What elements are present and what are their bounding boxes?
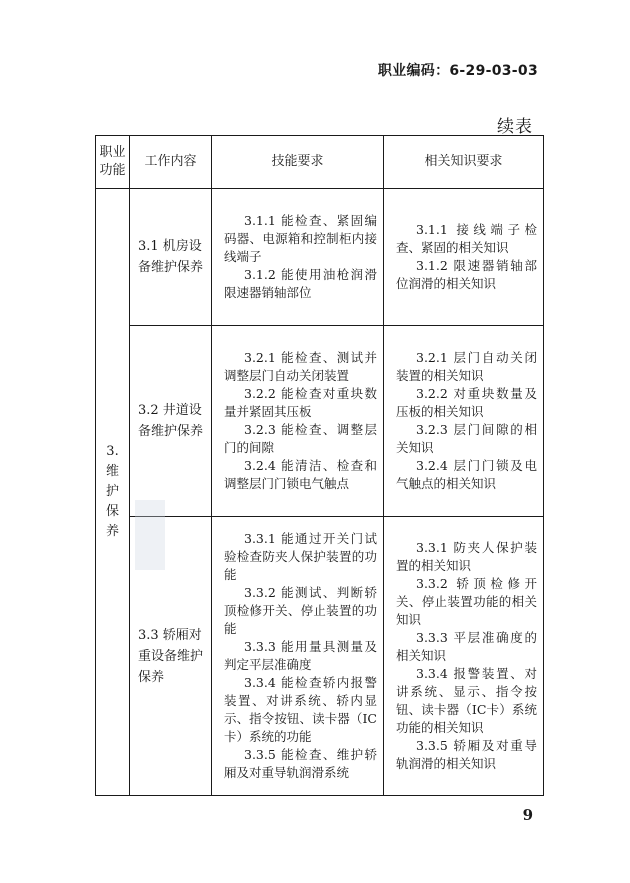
header-skills: 技能要求 <box>212 136 384 189</box>
table-row <box>96 326 544 517</box>
page-number: 9 <box>522 806 533 824</box>
skills-table <box>95 135 544 796</box>
skill-item: 3.3.5 能检查、维护轿厢及对重导轨润滑系统 <box>224 747 377 780</box>
knowledge-cell <box>384 189 544 326</box>
knowledge-cell <box>384 326 544 517</box>
table-header-row <box>96 136 544 189</box>
function-cell: 3. 维护保养 <box>96 189 130 796</box>
table-row <box>96 189 544 326</box>
work-content-cell: 3.1 机房设备维护保养 <box>130 189 212 326</box>
knowledge-item: 3.2.3 层门间隙的相关知识 <box>396 422 537 455</box>
knowledge-item: 3.2.2 对重块数量及压板的相关知识 <box>396 386 537 419</box>
watermark-logo <box>135 500 165 570</box>
occupation-code: 职业编码：6-29-03-03 <box>377 63 538 79</box>
continued-label: 续表 <box>497 117 533 137</box>
header-function: 职业功能 <box>96 136 130 189</box>
header-work: 工作内容 <box>130 136 212 189</box>
skill-item: 3.2.3 能检查、调整层门的间隙 <box>224 422 377 455</box>
skill-item: 3.2.1 能检查、测试并调整层门自动关闭装置 <box>224 350 377 383</box>
knowledge-item: 3.3.4 报警装置、对讲系统、显示、指令按钮、读卡器（IC卡）系统功能的相关知识 <box>396 666 537 735</box>
skill-item: 3.2.2 能检查对重块数量并紧固其压板 <box>224 386 377 419</box>
knowledge-item: 3.1.2 限速器销轴部位润滑的相关知识 <box>396 258 537 291</box>
knowledge-item: 3.1.1 接线端子检查、紧固的相关知识 <box>396 222 537 255</box>
knowledge-item: 3.3.2 轿顶检修开关、停止装置功能的相关知识 <box>396 576 537 627</box>
work-content-cell: 3.2 井道设备维护保养 <box>130 326 212 517</box>
knowledge-item: 3.2.4 层门门锁及电气触点的相关知识 <box>396 458 537 491</box>
skill-item: 3.1.1 能检查、紧固编码器、电源箱和控制柜内接线端子 <box>224 213 377 264</box>
header-knowledge: 相关知识要求 <box>384 136 544 189</box>
knowledge-cell <box>384 517 544 796</box>
skill-item: 3.1.2 能使用油枪润滑限速器销轴部位 <box>224 267 377 300</box>
skill-item: 3.3.3 能用量具测量及判定平层准确度 <box>224 639 377 672</box>
skill-item: 3.2.4 能清洁、检查和调整层门门锁电气触点 <box>224 458 377 491</box>
skills-cell <box>212 517 384 796</box>
knowledge-item: 3.3.1 防夹人保护装置的相关知识 <box>396 540 537 573</box>
knowledge-item: 3.3.3 平层准确度的相关知识 <box>396 630 537 663</box>
skills-cell <box>212 326 384 517</box>
knowledge-item: 3.3.5 轿厢及对重导轨润滑的相关知识 <box>396 738 537 771</box>
skill-item: 3.3.1 能通过开关门试验检查防夹人保护装置的功能 <box>224 531 377 582</box>
skill-item: 3.3.2 能测试、判断轿顶检修开关、停止装置的功能 <box>224 585 377 636</box>
skill-item: 3.3.4 能检查轿内报警装置、对讲系统、轿内显示、指令按钮、读卡器（IC卡）系统的功能 <box>224 675 377 744</box>
work-content-cell: 3.3 轿厢对重设备维护保养 <box>130 517 212 796</box>
skills-cell <box>212 189 384 326</box>
knowledge-item: 3.2.1 层门自动关闭装置的相关知识 <box>396 350 537 383</box>
